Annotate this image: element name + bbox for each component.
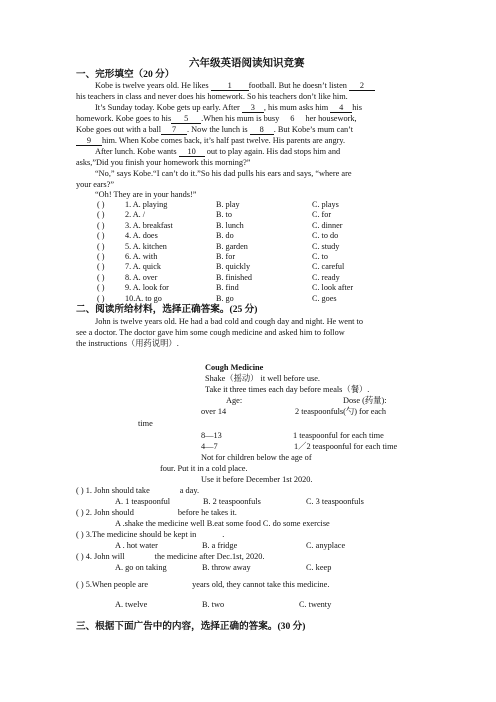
passage-line: his teachers in class and never does his homework. So his teachers don’t like him. (76, 92, 348, 101)
passage-line: “No,” says Kobe.“I can’t do it.”So his dad pulls his ears and says, “where are (95, 169, 352, 178)
page-title: 六年级英语阅读知识竞赛 (189, 58, 305, 69)
answer-paren: ( ) (97, 200, 105, 209)
option-row (97, 294, 353, 304)
dose-age: over 14 (201, 407, 227, 416)
label-line: Shake（摇动） it well before use. (205, 374, 320, 383)
blank-1: 1 (211, 81, 249, 91)
option-row (97, 242, 353, 252)
option-c: C. ready (312, 272, 340, 282)
option-a: 3. A. breakfast (125, 220, 173, 230)
option-b: B. play (216, 200, 240, 209)
blank-8: 8 (250, 125, 274, 135)
q2-options: A .shake the medicine well B.eat some food C. do some exercise (115, 519, 330, 528)
q5-option-b: B. two (202, 600, 225, 609)
label-line: Use it before December 1st 2020. (201, 475, 313, 484)
option-a: 1. A. playing (125, 200, 168, 209)
option-a: 7. A. quick (125, 262, 161, 272)
question-4: ( ) 4. John will the medicine after Dec.1st, 2020. (76, 552, 265, 561)
options-table (97, 200, 353, 304)
option-b: B. go (216, 293, 234, 303)
dose-amount: 1／2 teaspoonful for each time (294, 442, 398, 451)
option-a: 2. A. / (125, 210, 146, 220)
medicine-label-title: Cough Medicine (205, 363, 264, 372)
option-row (97, 262, 353, 272)
q5-option-c: C. twenty (299, 600, 332, 609)
answer-paren: ( ) (97, 231, 105, 241)
blank-10: 10 (179, 147, 205, 157)
passage-line: asks,”Did you finish your homework this morning?” (76, 158, 251, 167)
option-b: B. finished (216, 272, 252, 282)
option-c: C. plays (312, 200, 339, 209)
option-row (97, 252, 353, 262)
section2-heading: 二、阅读所给材料，选择正确答案。(25 分) (76, 304, 258, 315)
option-a: 10.A. to go (125, 293, 162, 303)
answer-paren: ( ) (97, 220, 105, 230)
option-a: 8. A. over (125, 272, 158, 282)
option-c: C. goes (312, 293, 337, 303)
option-a: 5. A. kitchen (125, 241, 167, 251)
option-a: 4. A. does (125, 231, 158, 241)
label-line: Take it three times each day before meals（餐）. (205, 385, 370, 394)
q3-option-b: B. a fridge (202, 541, 238, 550)
intro-line: John is twelve years old. He had a bad cold and cough day and night. He went to (95, 317, 363, 326)
passage-line: “Oh! They are in your hands!” (95, 190, 197, 199)
passage-line: 9 him. When Kobe comes back, it’s half past twelve. His parents are angry. (76, 136, 345, 147)
question-2: ( ) 2. John should before he takes it. (76, 508, 237, 517)
section3-heading: 三、根据下面广告中的内容，选择正确的答案。(30 分) (76, 621, 306, 632)
blank-4: 4 (330, 103, 352, 113)
q4-option-a: A. go on taking (115, 563, 167, 572)
q1-option-c: C. 3 teaspoonfuls (306, 497, 364, 506)
option-a: 9. A. look for (125, 283, 169, 293)
option-c: C. for (312, 210, 332, 220)
option-c: C. look after (312, 283, 354, 293)
q3-option-c: C. anyplace (306, 541, 346, 550)
answer-paren: ( ) (97, 252, 105, 262)
intro-line: the instructions（用药说明）. (76, 339, 179, 348)
option-b: B. to (216, 210, 232, 220)
dose-age: 8—13 (201, 431, 222, 440)
option-row (97, 221, 353, 231)
option-a: 6. A. with (125, 252, 158, 262)
dose-age: 4—7 (201, 442, 218, 451)
dose-header: Dose (药量): (343, 396, 387, 405)
intro-line: see a doctor. The doctor gave him some cough medicine and asked him to follow (76, 328, 345, 337)
answer-paren: ( ) (97, 210, 105, 220)
section1-heading: 一、完形填空（20 分） (76, 69, 175, 80)
passage-line: Kobe is twelve years old. He likes 1 football. But he doesn’t listen 2 (95, 81, 375, 92)
dose-amount: 1 teaspoonful for each time (293, 431, 384, 440)
option-b: B. garden (216, 241, 248, 251)
blank-2: 2 (349, 81, 375, 91)
q4-option-c: C. keep (306, 563, 332, 572)
answer-paren: ( ) (97, 283, 105, 293)
passage-line: homework. Kobe goes to his 5 .When his mum is busy 6 her housework, (76, 114, 357, 123)
blank-3: 3 (242, 103, 264, 113)
option-b: B. do (216, 231, 234, 241)
option-b: B. quickly (216, 262, 251, 272)
answer-paren: ( ) (97, 293, 105, 303)
blank-5: 5 (171, 114, 201, 124)
question-5: ( ) 5.When people are years old, they cannot take this medicine. (76, 580, 330, 589)
blank-6: 6 (290, 114, 295, 123)
option-row (97, 210, 353, 220)
question-3: ( ) 3.The medicine should be kept in . (76, 530, 225, 539)
q1-option-a: A. 1 teaspoonful (115, 497, 171, 506)
passage-line: your ears?” (76, 180, 115, 189)
option-c: C. dinner (312, 220, 343, 230)
passage-line: It’s Sunday today. Kobe gets up early. After 3 , his mum asks him 4 his (95, 103, 362, 112)
label-line: four. Put it in a cold place. (160, 464, 248, 473)
blank-7: 7 (161, 125, 187, 135)
q4-option-b: B. throw away (202, 563, 251, 572)
option-row (97, 200, 353, 210)
dose-amount-cont: time (138, 419, 153, 428)
option-c: C. careful (312, 262, 345, 272)
option-b: B. for (216, 252, 236, 262)
passage-line: Kobe goes out with a ball 7 . Now the lunch is 8 . But Kobe’s mum can’t (76, 125, 354, 134)
answer-paren: ( ) (97, 272, 105, 282)
age-header: Age: (226, 396, 243, 405)
q3-option-a: A . hot water (115, 541, 158, 550)
answer-paren: ( ) (97, 262, 105, 272)
dose-amount: 2 teaspoonfuls(勺) for each (295, 407, 387, 416)
blank-9: 9 (76, 136, 102, 146)
option-b: B. find (216, 283, 239, 293)
option-row (97, 273, 353, 283)
q5-option-a: A. twelve (115, 600, 148, 609)
option-c: C. to do (312, 231, 339, 241)
option-row (97, 283, 353, 293)
label-line: Not for children below the age of (201, 453, 312, 462)
option-row (97, 231, 353, 241)
passage-line: After lunch. Kobe wants 10 out to play again. His dad stops him and (95, 147, 341, 156)
question-1: ( ) 1. John should take a day. (76, 486, 200, 495)
option-c: C. to (312, 252, 328, 262)
option-b: B. lunch (216, 220, 244, 230)
option-c: C. study (312, 241, 340, 251)
answer-paren: ( ) (97, 241, 105, 251)
q1-option-b: B. 2 teaspoonfuls (203, 497, 261, 506)
